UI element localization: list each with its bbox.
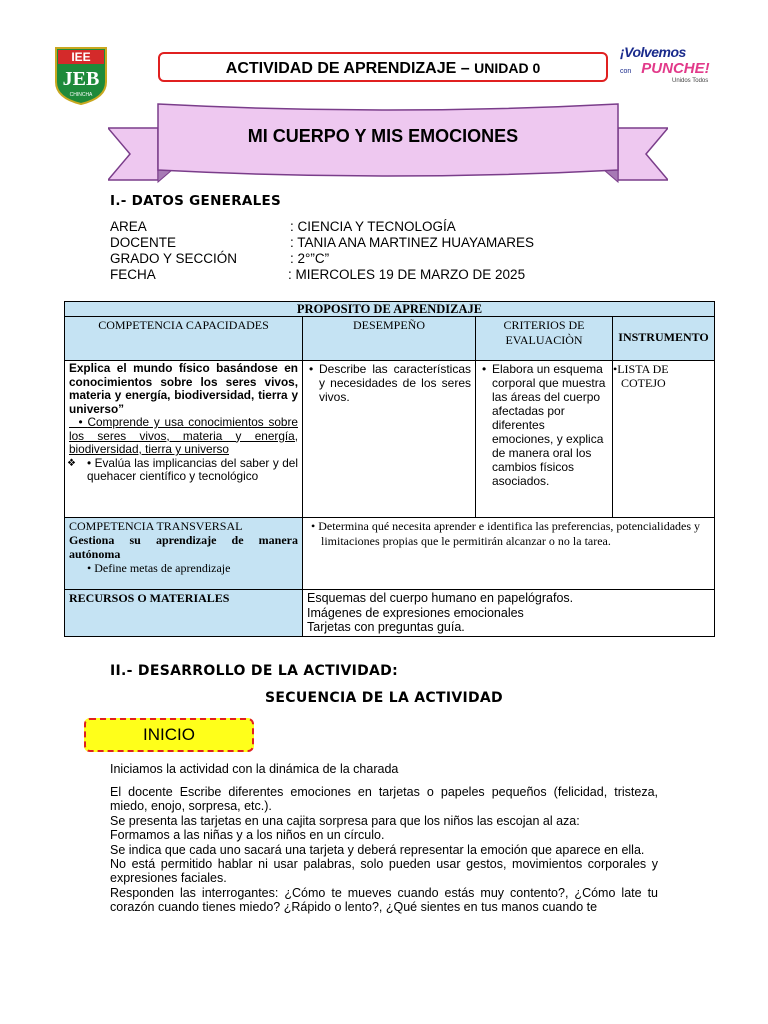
- inicio-label: INICIO: [84, 718, 254, 752]
- instrumento-text: •LISTA DE COTEJO: [613, 362, 669, 390]
- instrumento-value: LISTA DE COTEJO: [617, 362, 669, 390]
- page-title: MI CUERPO Y MIS EMOCIONES: [247, 126, 519, 146]
- competencia-text: Explica el mundo físico basándose en conocimientos sobre los seres vivos, materia y energía, biodiversidad, tierra y universo”: [69, 361, 298, 416]
- activity-header: [158, 52, 608, 82]
- transversal-item-text: Define metas de aprendizaje: [94, 561, 231, 575]
- brand-line3: Unidos Todos: [672, 78, 709, 84]
- datos-value: : CIENCIA Y TECNOLOGÍA: [290, 219, 456, 234]
- desempeno-cell: [303, 361, 476, 518]
- inicio-line: Responden las interrogantes: ¿Cómo te mueves cuando estás muy contento?, ¿Cómo late tu corazón cuando tienes miedo? ¿Rápido o lento?, ¿Qué sientes en tus manos cuando te: [110, 885, 658, 915]
- capacidad-item: [69, 457, 298, 484]
- brand-logo: [620, 44, 710, 94]
- inicio-body: [110, 785, 658, 915]
- datos-label: DOCENTE: [110, 235, 177, 250]
- header-competencia: COMPETENCIA CAPACIDADES: [65, 317, 303, 361]
- transversal-desc-cell: [303, 518, 715, 590]
- transversal-label: COMPETENCIA TRANSVERSAL: [69, 519, 243, 533]
- competencia-cell: [65, 361, 303, 518]
- header-desempeno: DESEMPEÑO: [303, 317, 476, 361]
- header-criterios: CRITERIOS DE EVALUACIÒN: [476, 317, 613, 361]
- capacidad-text: Comprende y usa conocimientos sobre los seres vivos, materia y energía, biodiversidad, tierra y universo: [69, 415, 298, 456]
- inicio-paragraph: El docente Escribe diferentes emociones en tarjetas o papeles pequeños (felicidad, tristeza, miedo, enojo, sorpresa, etc.).: [110, 785, 658, 814]
- capacidad-text: • Evalúa las implicancias del saber y del quehacer científico y tecnológico: [87, 455, 298, 483]
- activity-header-unit: UNIDAD 0: [474, 60, 541, 76]
- desempeno-text: • Describe las características y necesidades de los seres vivos.: [319, 362, 471, 404]
- header-instrumento: INSTRUMENTO: [613, 317, 715, 361]
- brand-line2: PUNCHE!: [641, 60, 710, 77]
- capacidad-item: • Comprende y usa conocimientos sobre los seres vivos, materia y energía, biodiversidad, tierra y universo: [69, 415, 298, 456]
- recursos-label: RECURSOS O MATERIALES: [65, 590, 303, 637]
- logo-sub-text: CHINCHA: [69, 92, 93, 98]
- transversal-title: Gestiona su aprendizaje de manera autónoma: [69, 533, 298, 561]
- logo-top-text: IEE: [71, 50, 91, 64]
- datos-value: : MIERCOLES 19 DE MARZO DE 2025: [288, 267, 526, 282]
- section-heading-datos: I.- DATOS GENERALES: [110, 193, 282, 209]
- datos-label: FECHA: [110, 267, 156, 282]
- instrumento-cell: [613, 361, 715, 518]
- inicio-line: Se presenta las tarjetas en una cajita sorpresa para que los niños las escojan al aza:: [110, 813, 580, 828]
- inicio-line: Se indica que cada uno sacará una tarjeta y deberá representar la emoción que aparece en ella.: [110, 842, 645, 857]
- brand-con: con: [620, 68, 632, 75]
- school-logo: [52, 44, 110, 106]
- transversal-cell: [65, 518, 303, 590]
- section-subheading-secuencia: SECUENCIA DE LA ACTIVIDAD: [265, 690, 503, 706]
- inicio-line: Formamos a las niñas y a los niños en un círculo.: [110, 828, 385, 843]
- transversal-item: • Define metas de aprendizaje: [87, 561, 231, 575]
- datos-label: AREA: [110, 219, 147, 234]
- recurso-item: Tarjetas con preguntas guía.: [307, 620, 465, 634]
- activity-header-title: ACTIVIDAD DE APRENDIZAJE –: [225, 60, 470, 77]
- transversal-desc-text: Determina qué necesita aprender e identifica las preferencias, potencialidades y limitaciones propias que le permitirán alcanzar o no la tarea.: [318, 519, 701, 548]
- datos-value: : 2°”C”: [290, 251, 330, 266]
- datos-label: GRADO Y SECCIÓN: [110, 251, 238, 266]
- recursos-cell: [303, 590, 715, 637]
- diamond-bullet-icon: ❖: [67, 457, 76, 469]
- inicio-line: No está permitido hablar ni usar palabras, solo pueden usar gestos, movimientos corporales y expresiones faciales.: [110, 857, 658, 886]
- brand-line1: ¡Volvemos: [620, 44, 686, 60]
- transversal-desc: • Determina qué necesita aprender e identifica las preferencias, potencialidades y limitaciones propias que le permitirán alcanzar o no la tarea.: [311, 519, 701, 548]
- inicio-intro: Iniciamos la actividad con la dinámica de la charada: [110, 762, 399, 776]
- criterio-text: • Elabora un esquema corporal que muestra las áreas del cuerpo afectadas por diferentes emociones, y explica de manera oral los cambios físicos asociados.: [492, 362, 608, 488]
- purpose-table: [64, 301, 715, 637]
- recurso-item: Esquemas del cuerpo humano en papelógrafos.: [307, 591, 574, 605]
- recurso-item: Imágenes de expresiones emocionales: [307, 605, 524, 620]
- section-heading-desarrollo: II.- DESARROLLO DE LA ACTIVIDAD:: [110, 663, 398, 679]
- logo-main-text: JEB: [62, 68, 100, 90]
- criterio-cell: [476, 361, 613, 518]
- table-title: PROPOSITO DE APRENDIZAJE: [65, 302, 715, 317]
- datos-value: : TANIA ANA MARTINEZ HUAYAMARES: [290, 235, 535, 250]
